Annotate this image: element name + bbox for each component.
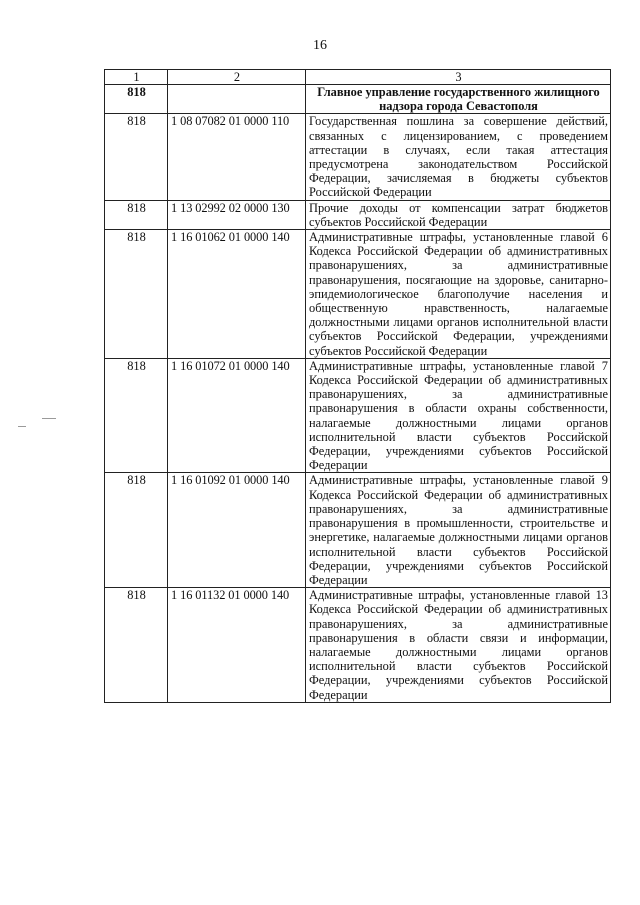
- kbk-cell: 1 16 01072 01 0000 140: [168, 358, 306, 473]
- section-admin-code: 818: [105, 85, 168, 114]
- kbk-cell: 1 16 01092 01 0000 140: [168, 473, 306, 588]
- section-title-cell: [306, 85, 611, 114]
- column-header-3: 3: [306, 70, 611, 85]
- kbk-cell: 1 16 01132 01 0000 140: [168, 588, 306, 703]
- section-title: Главное управление государственного жилищного надзора города Севастополя: [317, 85, 600, 114]
- admin-code-cell: 818: [105, 358, 168, 473]
- table-row: [105, 114, 611, 200]
- admin-code-cell: 818: [105, 114, 168, 200]
- description-cell: Прочие доходы от компенсации затрат бюджетов субъектов Российской Федерации: [306, 200, 611, 229]
- admin-code-cell: 818: [105, 473, 168, 588]
- admin-code-cell: 818: [105, 230, 168, 359]
- table-header-row: [105, 70, 611, 85]
- column-header-2: 2: [168, 70, 306, 85]
- table-row: [105, 473, 611, 588]
- description-cell: Административные штрафы, установленные главой 6 Кодекса Российской Федерации об административных правонарушениях, за административные правонарушения, посягающие на здоровье, санитарно-эпидемиологическое благополучие населения и общественную нравственность, налагаемые должностными лицами органов исполнительной власти субъектов Российской Федерации, учреждениями субъектов Российской Федерации: [306, 230, 611, 359]
- revenue-codes-table: [104, 69, 611, 703]
- kbk-cell: 1 16 01062 01 0000 140: [168, 230, 306, 359]
- table-row: [105, 358, 611, 473]
- page-number: 16: [313, 38, 327, 53]
- table-row: [105, 200, 611, 229]
- kbk-cell: 1 08 07082 01 0000 110: [168, 114, 306, 200]
- section-kbk-cell: [168, 85, 306, 114]
- scan-artifact-mark: [42, 418, 56, 419]
- admin-code-cell: 818: [105, 588, 168, 703]
- description-cell: Административные штрафы, установленные главой 7 Кодекса Российской Федерации об административных правонарушениях, за административные правонарушения в области охраны собственности, налагаемые должностными лицами органов исполнительной власти субъектов Российской Федерации, учреждениями субъектов Российской Федерации: [306, 358, 611, 473]
- scan-artifact-mark: [18, 426, 26, 427]
- description-cell: Административные штрафы, установленные главой 13 Кодекса Российской Федерации об административных правонарушениях, за административные правонарушения в области связи и информации, налагаемые должностными лицами органов исполнительной власти субъектов Российской Федерации, учреждениями субъектов Российской Федерации: [306, 588, 611, 703]
- description-cell: Административные штрафы, установленные главой 9 Кодекса Российской Федерации об административных правонарушениях, за административные правонарушения в промышленности, строительстве и энергетике, налагаемые должностными лицами органов исполнительной власти субъектов Российской Федерации, учреждениями субъектов Российской Федерации: [306, 473, 611, 588]
- description-cell: Государственная пошлина за совершение действий, связанных с лицензированием, с проведением аттестации в случаях, если такая аттестация предусмотрена законодательством Российской Федерации, зачисляемая в бюджеты субъектов Российской Федерации: [306, 114, 611, 200]
- kbk-cell: 1 13 02992 02 0000 130: [168, 200, 306, 229]
- table-row: [105, 588, 611, 703]
- section-row: [105, 85, 611, 114]
- table-row: [105, 230, 611, 359]
- admin-code-cell: 818: [105, 200, 168, 229]
- column-header-1: 1: [105, 70, 168, 85]
